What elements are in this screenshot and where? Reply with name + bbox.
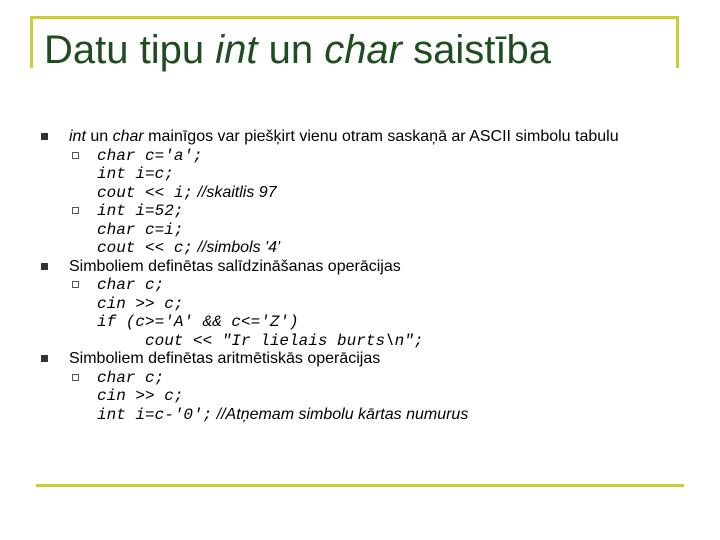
bullet-arithmetic xyxy=(38,350,688,424)
code-line: char c='a'; xyxy=(97,146,203,165)
slide-content xyxy=(38,128,688,424)
bullet-text-char: char xyxy=(112,128,144,145)
sub-bullet-square-icon xyxy=(72,374,79,381)
code-line: cout << i; xyxy=(97,183,194,202)
bullet-square-icon xyxy=(41,133,48,140)
sub-bullet-example-1 xyxy=(69,147,688,203)
title-text-3: saistība xyxy=(402,28,551,72)
title-frame-top xyxy=(30,16,678,19)
code-line: char c; xyxy=(97,276,165,294)
sub-bullet-square-icon xyxy=(72,207,79,214)
code-line: char c=i; xyxy=(97,220,184,239)
bullet-square-icon xyxy=(41,263,48,270)
title-char: char xyxy=(324,28,402,72)
bullet-text xyxy=(69,128,688,147)
title-int: int xyxy=(215,28,258,72)
bullet-comparison xyxy=(38,258,688,351)
code-line: cout << "Ir lielais burts\n"; xyxy=(145,331,424,350)
code-line: int i=c-'0'; xyxy=(97,405,213,424)
sub-bullet-example-2 xyxy=(69,202,688,258)
code-line: char c; xyxy=(97,368,165,387)
bullet-text-mid: un xyxy=(85,128,113,145)
code-comment: //skaitlis 97 xyxy=(193,183,277,201)
sub-bullet-square-icon xyxy=(72,152,79,159)
title-text-1: Datu tipu xyxy=(44,28,216,72)
code-line: cout << c; xyxy=(97,239,194,257)
code-line: cin >> c; xyxy=(97,294,184,313)
code-line: if (c>='A' && c<='Z') xyxy=(97,313,299,331)
title-frame-right xyxy=(676,16,679,68)
sub-bullet-arithmetic-example xyxy=(69,369,688,425)
code-line: int i=52; xyxy=(97,202,184,220)
sub-bullet-comparison-example xyxy=(69,276,688,350)
slide-title xyxy=(44,28,551,72)
code-line: int i=c; xyxy=(97,165,174,183)
code-line: cin >> c; xyxy=(97,387,184,405)
bullet-text: Simboliem definētas aritmētiskās operācijas xyxy=(69,350,381,367)
code-comment: //Atņemam simbolu kārtas numurus xyxy=(212,405,469,423)
bullet-text: Simboliem definētas salīdzināšanas operācijas xyxy=(69,257,401,275)
bullet-text-int: int xyxy=(69,128,86,145)
bullet-text-rest: mainīgos var piešķirt vienu otram saskaņā ar ASCII simbolu tabulu xyxy=(143,128,619,145)
code-comment: //simbols '4' xyxy=(193,239,281,256)
bullet-int-char xyxy=(38,128,688,258)
sub-bullet-square-icon xyxy=(72,281,79,288)
bottom-rule xyxy=(36,484,684,487)
title-frame-left xyxy=(30,16,33,68)
title-text-2: un xyxy=(257,28,325,72)
bullet-square-icon xyxy=(41,355,48,362)
